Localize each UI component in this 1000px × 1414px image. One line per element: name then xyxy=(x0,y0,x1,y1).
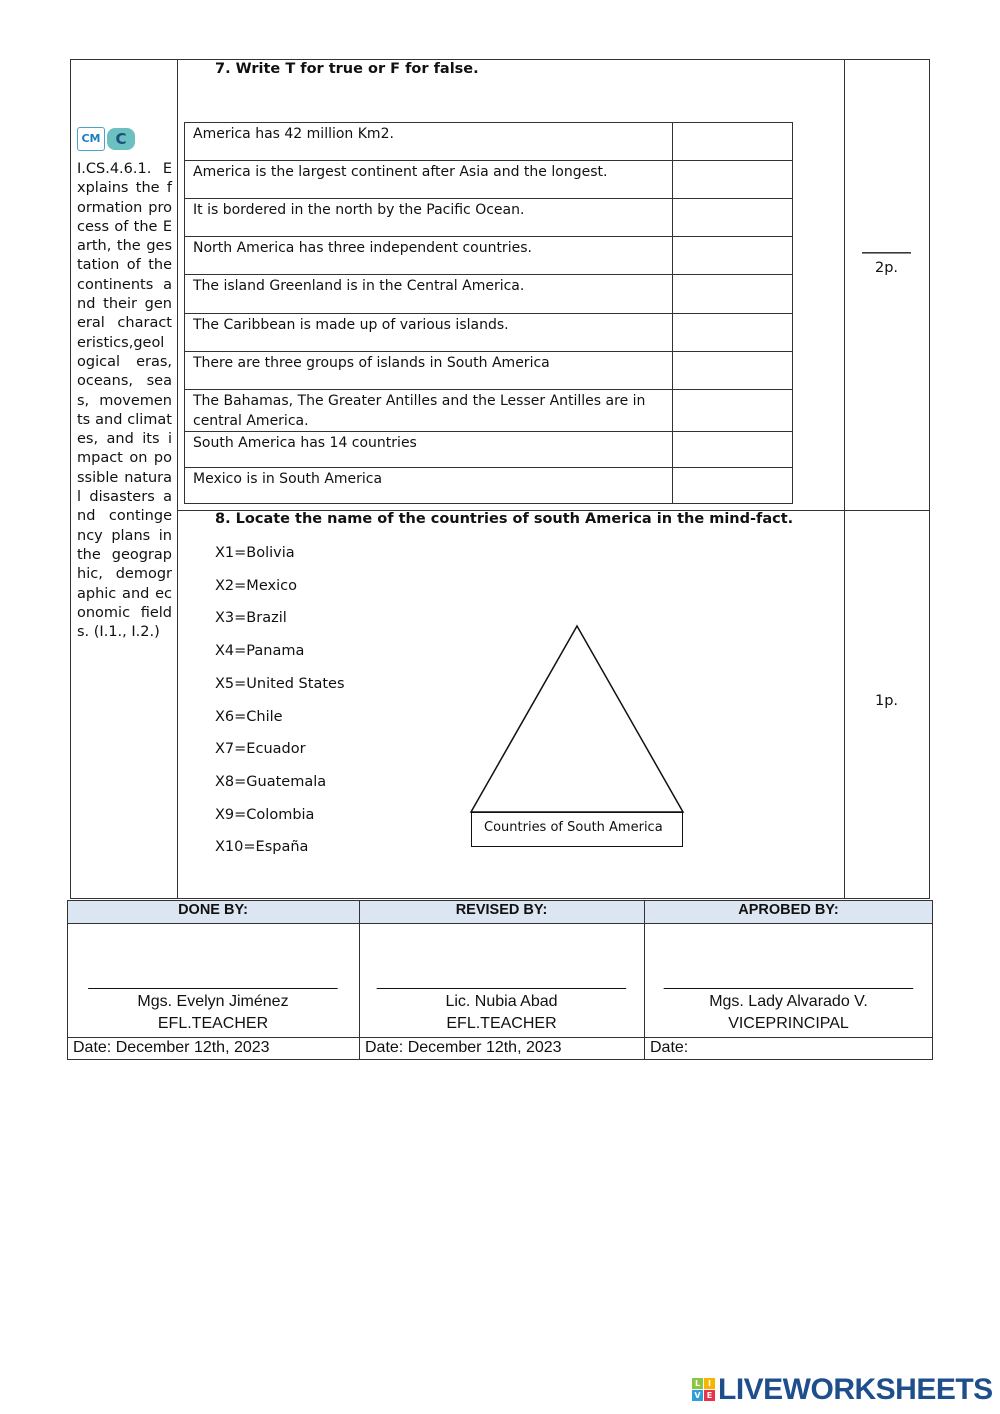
signer-role: EFL.TEACHER xyxy=(157,1015,269,1032)
question-7-title: 7. Write T for true or F for false. xyxy=(215,61,479,77)
country-option: X7=Ecuador xyxy=(215,741,306,758)
cm-logo-icon: CM xyxy=(77,127,105,151)
signature-line: ____________________________ xyxy=(376,973,627,990)
country-option: X9=Colombia xyxy=(215,806,315,823)
border xyxy=(70,898,930,899)
tf-statement: The Bahamas, The Greater Antilles and the Lesser Antilles are in central America. xyxy=(193,393,646,429)
signature-date: Date: xyxy=(650,1039,689,1056)
tf-statement: It is bordered in the north by the Pacific Ocean. xyxy=(193,202,525,218)
signer-name: Lic. Nubia Abad xyxy=(445,993,558,1010)
tf-answer-cell[interactable] xyxy=(672,275,794,313)
tf-statement: The Caribbean is made up of various islands. xyxy=(193,317,509,333)
tf-answer-cell[interactable] xyxy=(672,237,794,274)
border xyxy=(177,59,178,899)
country-option: X10=España xyxy=(215,839,309,856)
border xyxy=(844,59,845,899)
border xyxy=(67,1037,933,1038)
signature-line: ____________________________ xyxy=(663,973,914,990)
signature-header: APROBED BY: xyxy=(738,902,839,918)
tf-answer-cell[interactable] xyxy=(672,352,794,389)
country-option: X5=United States xyxy=(215,675,345,692)
c-logo-icon: C xyxy=(107,128,135,150)
border xyxy=(67,923,933,924)
tf-answer-cell[interactable] xyxy=(672,161,794,198)
border xyxy=(70,59,71,899)
signature-line: ____________________________ xyxy=(88,973,338,990)
tf-answer-cell[interactable] xyxy=(672,390,794,431)
badge-e: E xyxy=(704,1390,715,1401)
tf-row xyxy=(184,198,793,236)
tf-row xyxy=(184,122,793,160)
country-option: X6=Chile xyxy=(215,708,283,725)
tf-statement: Mexico is in South America xyxy=(193,471,383,487)
tf-row xyxy=(184,431,793,467)
tf-statement: There are three groups of islands in South America xyxy=(193,355,550,371)
tf-row xyxy=(184,236,793,274)
countries-box: Countries of South America xyxy=(471,812,683,847)
tf-row xyxy=(184,467,793,504)
tf-row xyxy=(184,160,793,198)
signature-date: Date: December 12th, 2023 xyxy=(73,1039,270,1056)
liveworksheets-logo: LIVEWORKSHEETS xyxy=(718,1373,993,1406)
tf-answer-cell[interactable] xyxy=(672,199,794,236)
badge-l: L xyxy=(692,1378,703,1389)
liveworksheets-badge-icon xyxy=(692,1378,716,1402)
border xyxy=(929,59,930,899)
signer-role: VICEPRINCIPAL xyxy=(728,1015,849,1032)
score-blank: _______ xyxy=(862,238,911,254)
country-option: X8=Guatemala xyxy=(215,773,327,790)
signer-role: EFL.TEACHER xyxy=(446,1015,557,1032)
country-option: X4=Panama xyxy=(215,643,305,660)
country-option: X2=Mexico xyxy=(215,577,297,594)
question-8-score: 1p. xyxy=(874,693,899,709)
tf-answer-cell[interactable] xyxy=(672,123,794,160)
tf-answer-cell[interactable] xyxy=(672,314,794,351)
tf-answer-cell[interactable] xyxy=(672,468,794,503)
tf-row xyxy=(184,274,793,313)
tf-row xyxy=(184,313,793,351)
tf-statement: America is the largest continent after Asia and the longest. xyxy=(193,164,608,180)
tf-row xyxy=(184,351,793,389)
tf-row xyxy=(184,389,793,431)
signature-date: Date: December 12th, 2023 xyxy=(365,1039,562,1056)
badge-i: I xyxy=(704,1378,715,1389)
badge-v: V xyxy=(692,1390,703,1401)
tf-statement: The island Greenland is in the Central America. xyxy=(193,278,525,294)
signature-header: REVISED BY: xyxy=(455,902,548,918)
tf-statement: North America has three independent countries. xyxy=(193,240,532,256)
triangle-shape xyxy=(471,626,683,812)
signer-name: Mgs. Lady Alvarado V. xyxy=(709,993,868,1010)
question-7-score: 2p. xyxy=(874,260,899,276)
border xyxy=(70,59,930,60)
tf-statement: America has 42 million Km2. xyxy=(193,126,394,142)
country-option: X3=Brazil xyxy=(215,610,287,627)
indicator-text: I.CS.4.6.1. Explains the formation process of the Earth, the gestation of the continents and their general characteristics,geological eras, oceans, seas, movements and climates, and its impact on possible natural disasters and contingency plans in the geographic, demographic and economic fields. (I.1., I.2.) xyxy=(77,161,172,641)
signer-name: Mgs. Evelyn Jiménez xyxy=(137,993,289,1010)
signature-header: DONE BY: xyxy=(178,902,248,918)
country-option: X1=Bolivia xyxy=(215,545,295,561)
tf-answer-cell[interactable] xyxy=(672,432,794,467)
question-8-title: 8. Locate the name of the countries of south America in the mind-fact. xyxy=(215,511,794,527)
tf-statement: South America has 14 countries xyxy=(193,435,417,451)
